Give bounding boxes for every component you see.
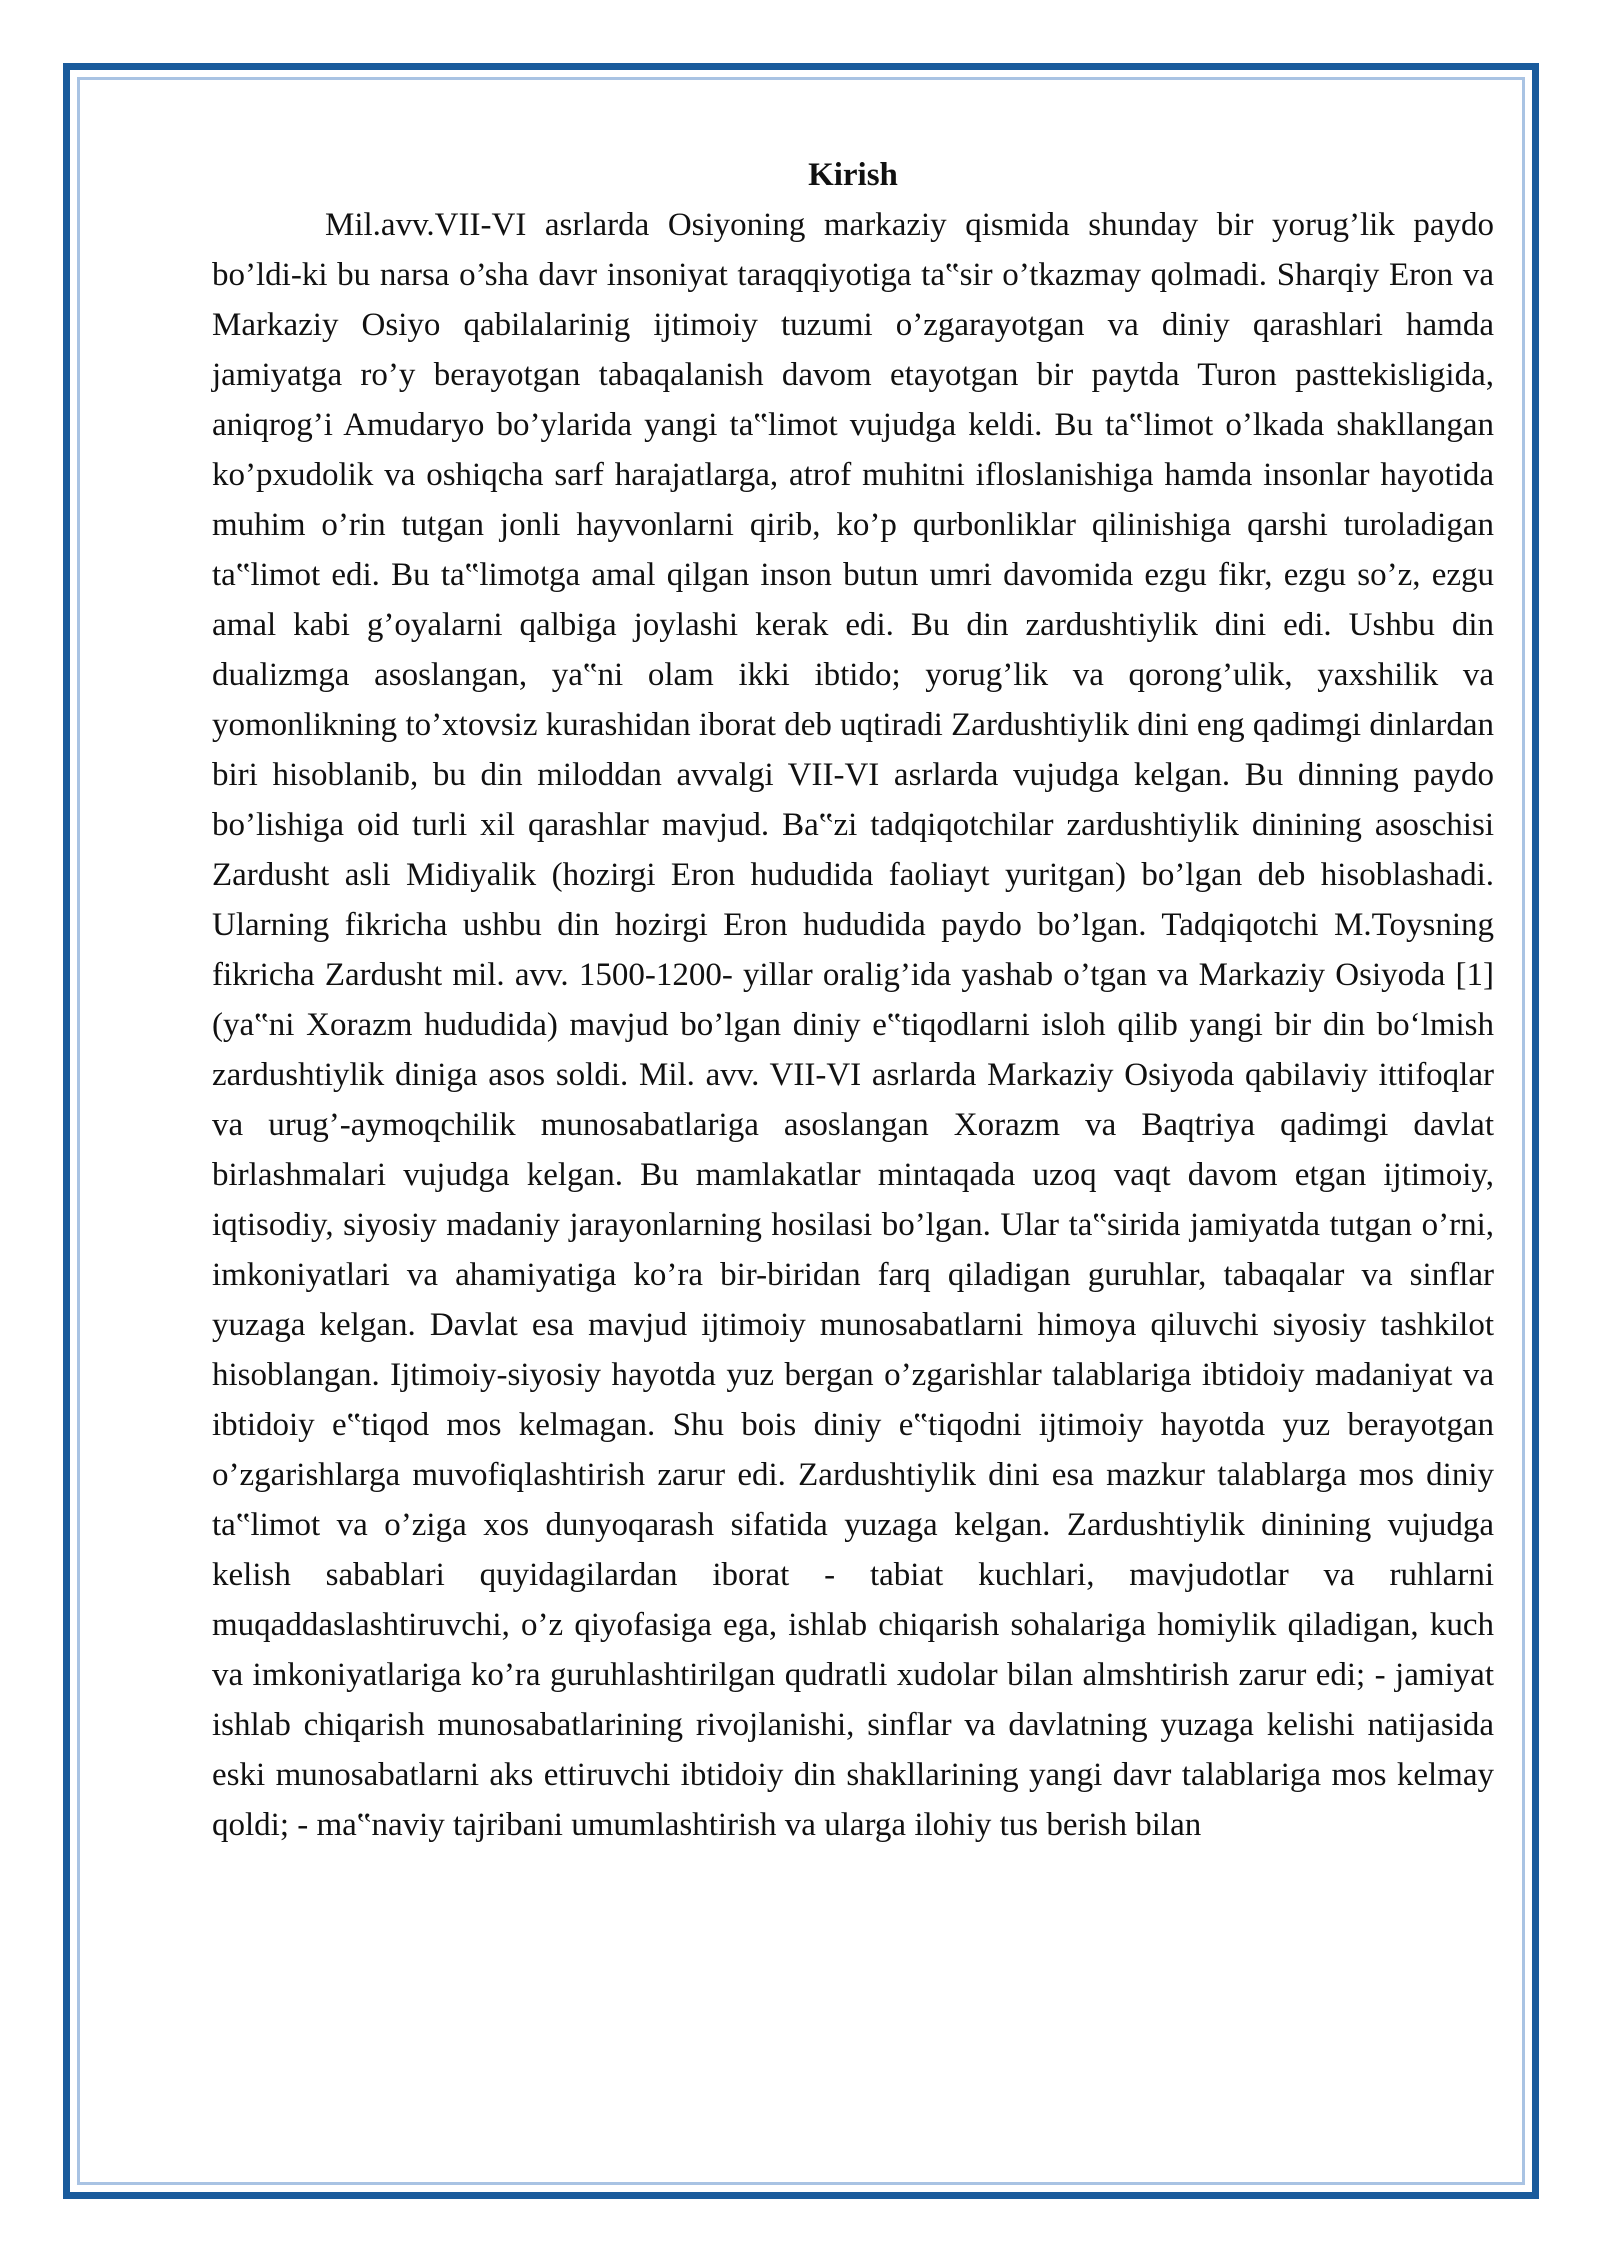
document-content (212, 150, 1494, 1850)
page-title: Kirish (808, 157, 898, 193)
body-paragraph: Mil.avv.VII-VI asrlarda Osiyoning markaziy qismida shunday bir yorug’lik paydo bo’ldi-ki bu narsa o’sha davr insoniyat taraqqiyotiga ta‟sir o’tkazmay qolmadi. Sharqiy Eron va Markaziy Osiyo qabilalarinig ijtimoiy tuzumi o’zgarayotgan va diniy qarashlari hamda jamiyatga ro’y berayotgan tabaqalanish davom etayotgan bir paytda Turon pasttekisligida, aniqrog’i Amudaryo bo’ylarida yangi ta‟limot vujudga keldi. Bu ta‟limot o’lkada shakllangan ko’pxudolik va oshiqcha sarf harajatlarga, atrof muhitni ifloslanishiga hamda insonlar hayotida muhim o’rin tutgan jonli hayvonlarni qirib, ko’p qurbonliklar qilinishiga qarshi turoladigan ta‟limot edi. Bu ta‟limotga amal qilgan inson butun umri davomida ezgu fikr, ezgu so’z, ezgu amal kabi g’oyalarni qalbiga joylashi kerak edi. Bu din zardushtiylik dini edi. Ushbu din dualizmga asoslangan, ya‟ni olam ikki ibtido; yorug’lik va qorong’ulik, yaxshilik va yomonlikning to’xtovsiz kurashidan iborat deb uqtiradi Zardushtiylik dini eng qadimgi dinlardan biri hisoblanib, bu din miloddan avvalgi VII-VI asrlarda vujudga kelgan. Bu dinning paydo bo’lishiga oid turli xil qarashlar mavjud. Ba‟zi tadqiqotchilar zardushtiylik dinining asoschisi Zardusht asli Midiyalik (hozirgi Eron hududida faoliayt yuritgan) bo’lgan deb hisoblashadi. Ularning fikricha ushbu din hozirgi Eron hududida paydo bo’lgan. Tadqiqotchi M.Toysning fikricha Zardusht mil. avv. 1500-1200- yillar oralig’ida yashab o’tgan va Markaziy Osiyoda [1](ya‟ni Xorazm hududida) mavjud bo’lgan diniy e‟tiqodlarni isloh qilib yangi bir din bo‘lmish zardushtiylik diniga asos soldi. Mil. avv. VII-VI asrlarda Markaziy Osiyoda qabilaviy ittifoqlar va urug’-aymoqchilik munosabatlariga asoslangan Xorazm va Baqtriya qadimgi davlat birlashmalari vujudga kelgan. Bu mamlakatlar mintaqada uzoq vaqt davom etgan ijtimoiy, iqtisodiy, siyosiy madaniy jarayonlarning hosilasi bo’lgan. Ular ta‟sirida jamiyatda tutgan o’rni, imkoniyatlari va ahamiyatiga ko’ra bir-biridan farq qiladigan guruhlar, tabaqalar va sinflar yuzaga kelgan. Davlat esa mavjud ijtimoiy munosabatlarni himoya qiluvchi siyosiy tashkilot hisoblangan. Ijtimoiy-siyosiy hayotda yuz bergan o’zgarishlar talablariga ibtidoiy madaniyat va ibtidoiy e‟tiqod mos kelmagan. Shu bois diniy e‟tiqodni ijtimoiy hayotda yuz berayotgan o’zgarishlarga muvofiqlashtirish zarur edi. Zardushtiylik dini esa mazkur talablarga mos diniy ta‟limot va o’ziga xos dunyoqarash sifatida yuzaga kelgan. Zardushtiylik dinining vujudga kelish sabablari quyidagilardan iborat - tabiat kuchlari, mavjudotlar va ruhlarni muqaddaslashtiruvchi, o’z qiyofasiga ega, ishlab chiqarish sohalariga homiylik qiladigan, kuch va imkoniyatlariga ko’ra guruhlashtirilgan qudratli xudolar bilan almshtirish zarur edi; - jamiyat ishlab chiqarish munosabatlarining rivojlanishi, sinflar va davlatning yuzaga kelishi natijasida eski munosabatlarni aks ettiruvchi ibtidoiy din shakllarining yangi davr talablariga mos kelmay qoldi; - ma‟naviy tajribani umumlashtirish va ularga ilohiy tus berish bilan (212, 207, 1494, 1843)
